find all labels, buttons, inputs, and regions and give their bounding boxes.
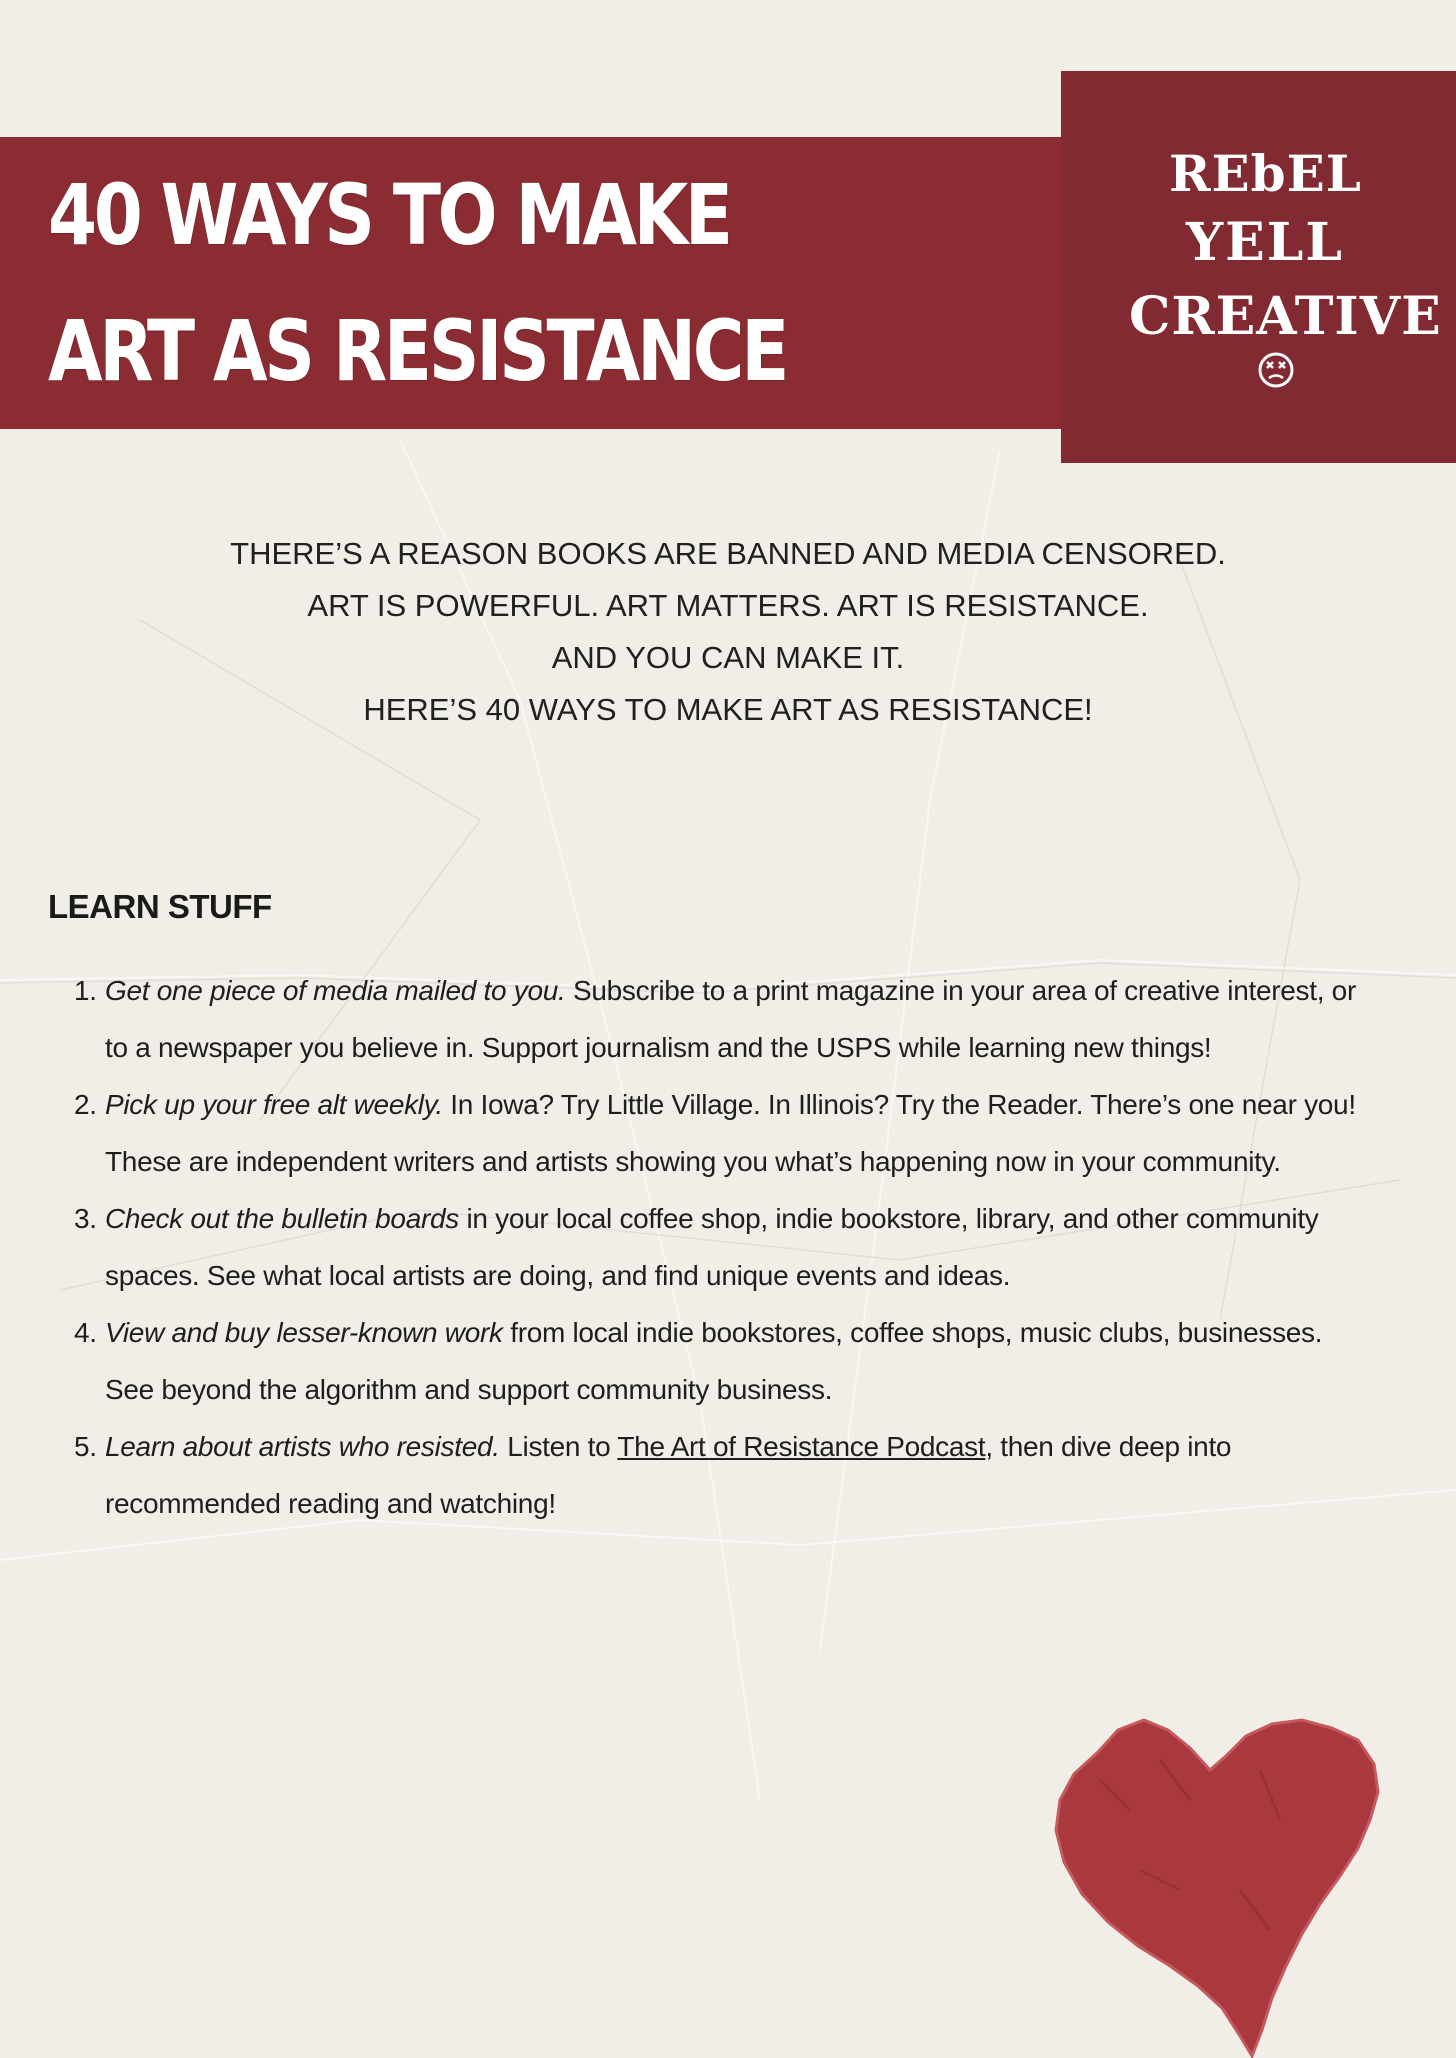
intro-line: THERE’S A REASON BOOKS ARE BANNED AND MEDIA CENSORED. bbox=[230, 536, 1226, 571]
page-title-line-1: 40 WAYS TO MAKE bbox=[48, 166, 730, 264]
list-item-text: , then dive deep into recommended reading and watching! bbox=[105, 1431, 1232, 1519]
list-item-lead: Get one piece of media mailed to you. bbox=[105, 975, 566, 1006]
logo-word-yell: YELL bbox=[1186, 212, 1344, 273]
intro-statement bbox=[0, 528, 1456, 736]
intro-line: ART IS POWERFUL. ART MATTERS. ART IS RESISTANCE. bbox=[307, 588, 1149, 623]
logo-word-creative: CREATIVE bbox=[1129, 286, 1442, 347]
list-item-number: 1. bbox=[74, 975, 97, 1006]
list-item bbox=[70, 1418, 1370, 1532]
list-item-text: Subscribe to a print magazine in your area of creative interest, or to a newspaper you believe in. Support journalism and the USPS while learning new things! bbox=[105, 975, 1356, 1063]
page-title-line-2: ART AS RESISTANCE bbox=[48, 302, 787, 400]
list-item-lead: View and buy lesser-known work bbox=[105, 1317, 503, 1348]
list-item bbox=[70, 1304, 1370, 1418]
list-item-text: Listen to bbox=[499, 1431, 618, 1462]
list-item-number: 4. bbox=[74, 1317, 97, 1348]
list-item-lead: Check out the bulletin boards bbox=[105, 1203, 459, 1234]
title-banner bbox=[0, 137, 1075, 429]
list-item-text: from local indie bookstores, coffee shops, music clubs, businesses. See beyond the algorithm and support community business. bbox=[105, 1317, 1323, 1405]
list-item-text: In Iowa? Try Little Village. In Illinois? Try the Reader. There’s one near you! These are independent writers and artists showing you what’s happening now in your community. bbox=[105, 1089, 1356, 1177]
podcast-link[interactable]: The Art of Resistance Podcast bbox=[617, 1431, 986, 1462]
torn-paper-heart-icon bbox=[1040, 1690, 1420, 2058]
list-item-number: 3. bbox=[74, 1203, 97, 1234]
list-item-lead: Pick up your free alt weekly. bbox=[105, 1089, 443, 1120]
learn-stuff-list bbox=[70, 962, 1370, 1532]
dizzy-face-icon bbox=[1257, 351, 1295, 389]
rebel-yell-creative-logo bbox=[1061, 71, 1456, 463]
list-item-text: in your local coffee shop, indie bookstore, library, and other community spaces. See what local artists are doing, and find unique events and ideas. bbox=[105, 1203, 1319, 1291]
intro-line: HERE’S 40 WAYS TO MAKE ART AS RESISTANCE! bbox=[363, 692, 1093, 727]
logo-word-rebel: REbEL bbox=[1169, 144, 1362, 203]
intro-line: AND YOU CAN MAKE IT. bbox=[551, 640, 905, 675]
list-item-number: 2. bbox=[74, 1089, 97, 1120]
list-item-lead: Learn about artists who resisted. bbox=[105, 1431, 500, 1462]
list-item bbox=[70, 962, 1370, 1076]
list-item bbox=[70, 1190, 1370, 1304]
list-item bbox=[70, 1076, 1370, 1190]
list-item-number: 5. bbox=[74, 1431, 97, 1462]
section-heading-learn-stuff: LEARN STUFF bbox=[48, 888, 272, 925]
